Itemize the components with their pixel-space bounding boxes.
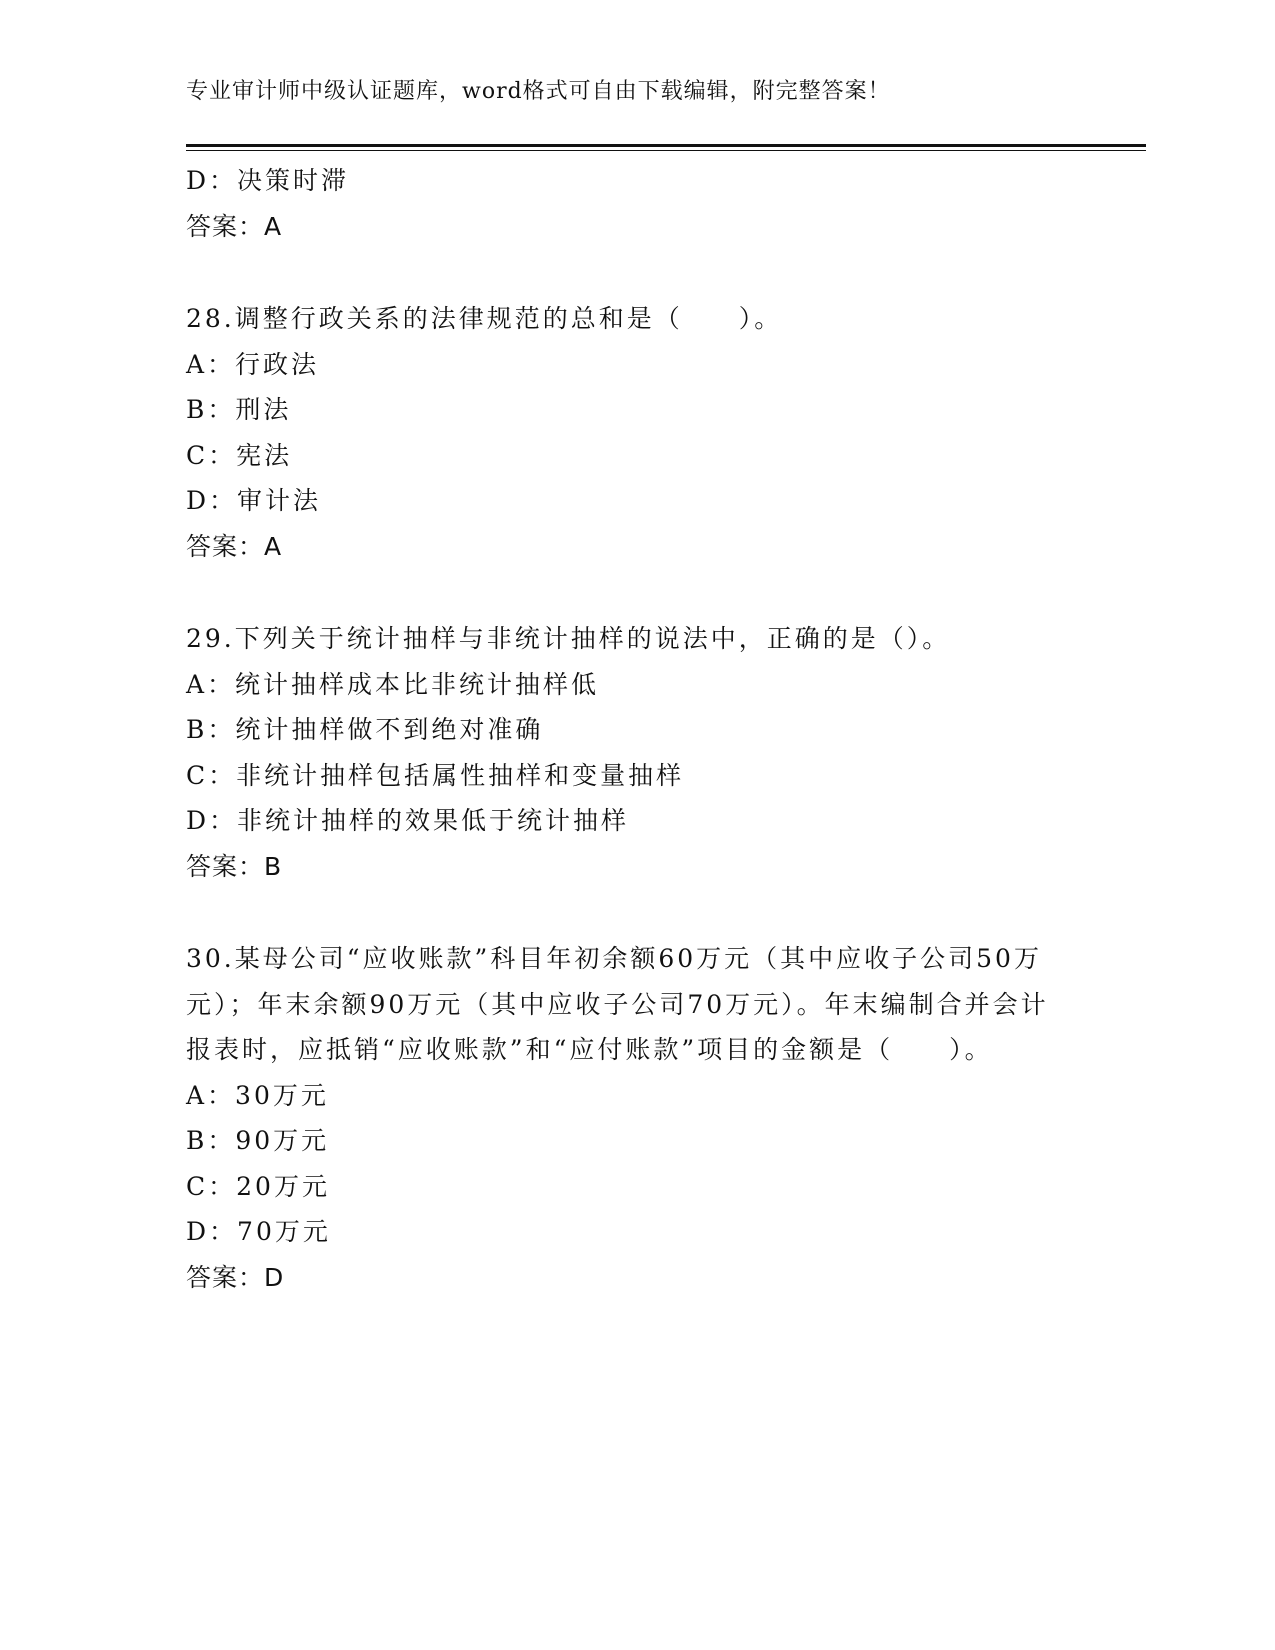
option-a: A：行政法 xyxy=(186,349,320,379)
option-d: D：70万元 xyxy=(186,1217,331,1246)
header-rule-thin xyxy=(186,150,1146,151)
option-c: C：20万元 xyxy=(186,1171,330,1201)
answer: 答案：A xyxy=(186,531,283,561)
option-b: B：统计抽样做不到绝对准确 xyxy=(186,715,544,744)
question-28 xyxy=(186,296,1066,569)
question-text: 30.某母公司“应收账款”科目年初余额60万元（其中应收子公司50万元）；年末余额90万元（其中应收子公司70万元）。年末编制合并会计报表时，应抵销“应收账款”和“应付账款”项目的金额是（ ）。 xyxy=(186,944,1049,1064)
answer: 答案：A xyxy=(186,211,283,241)
header-rule-thick xyxy=(186,144,1146,147)
question-list xyxy=(186,158,1066,1300)
option-b: B：刑法 xyxy=(186,395,292,424)
page-header: 专业审计师中级认证题库，word格式可自由下载编辑，附完整答案！ xyxy=(186,79,891,104)
option-a: A：30万元 xyxy=(186,1080,329,1110)
previous-question-tail xyxy=(186,158,1066,249)
option-c: C：宪法 xyxy=(186,440,293,470)
question-29 xyxy=(186,616,1066,889)
option-d: D：非统计抽样的效果低于统计抽样 xyxy=(186,806,630,835)
question-text: 29.下列关于统计抽样与非统计抽样的说法中，正确的是（）。 xyxy=(186,624,951,653)
option-c: C：非统计抽样包括属性抽样和变量抽样 xyxy=(186,760,685,790)
option-d: D：决策时滞 xyxy=(186,166,350,195)
option-a: A：统计抽样成本比非统计抽样低 xyxy=(186,669,600,699)
option-b: B：90万元 xyxy=(186,1126,330,1155)
spacer xyxy=(186,249,1066,296)
answer: 答案：B xyxy=(186,851,283,881)
option-d: D：审计法 xyxy=(186,486,322,515)
question-30 xyxy=(186,936,1066,1300)
answer: 答案：D xyxy=(186,1262,285,1292)
spacer xyxy=(186,889,1066,936)
spacer xyxy=(186,569,1066,616)
question-text: 28.调整行政关系的法律规范的总和是（ ）。 xyxy=(186,304,783,333)
